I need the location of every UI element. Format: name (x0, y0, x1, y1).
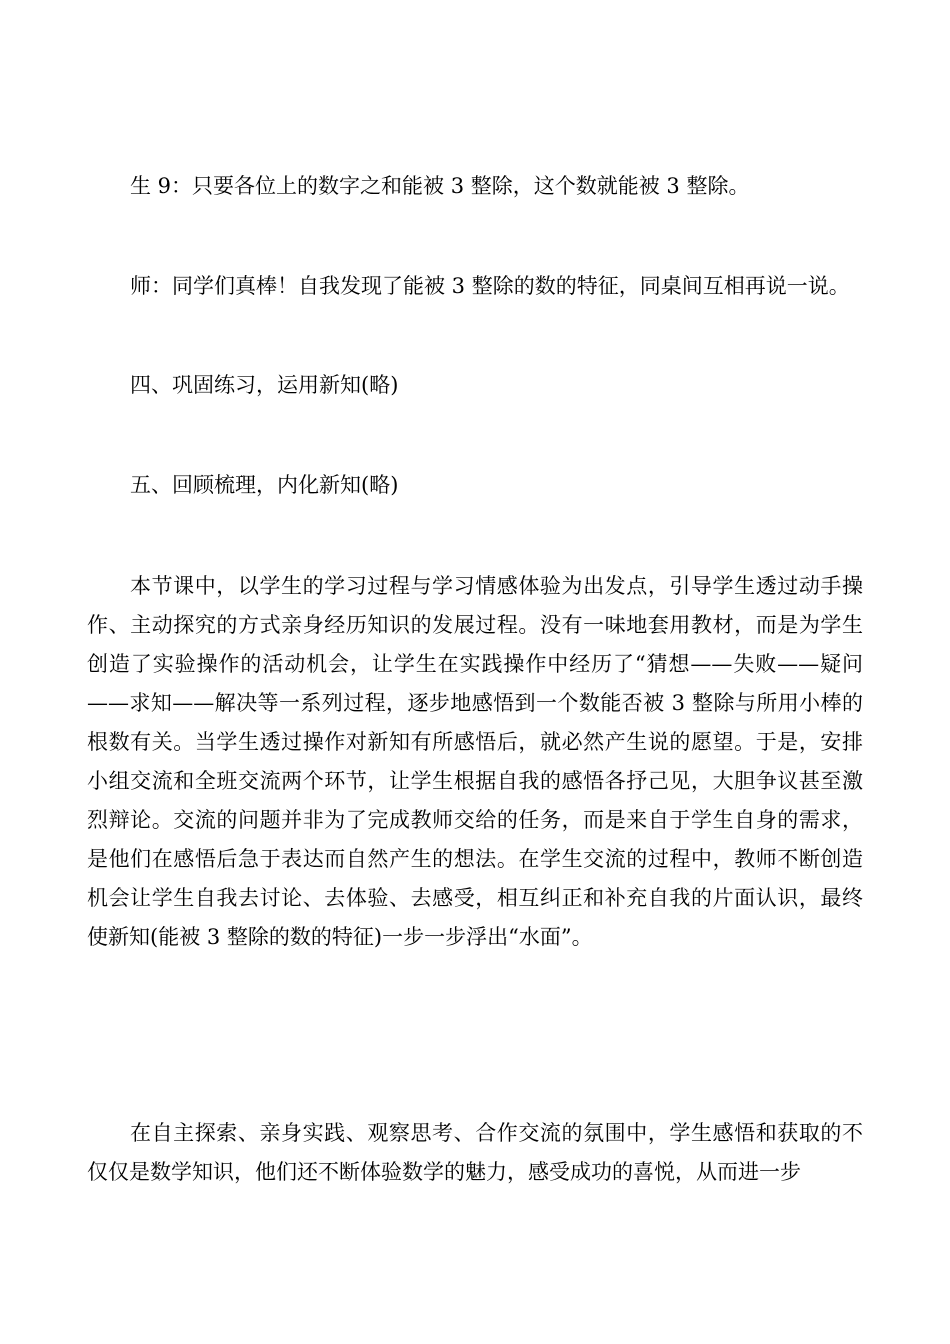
paragraph-conclusion: 在自主探索、亲身实践、观察思考、合作交流的氛围中，学生感悟和获取的不仅仅是数学知识，他们还不断体验数学的魅力，感受成功的喜悦，从而进一步 (87, 1121, 863, 1184)
paragraph-student-answer: 生 9：只要各位上的数字之和能被 3 整除，这个数就能被 3 整除。 (130, 174, 750, 198)
paragraph-lesson-reflection: 本节课中，以学生的学习过程与学习情感体验为出发点，引导学生透过动手操作、主动探究的方式亲身经历知识的发展过程。没有一味地套用教材，而是为学生创造了实验操作的活动机会，让学生在实践操作中经历了“猜想——失败——疑问——求知——解决等一系列过程，逐步地感悟到一个数能否被 3 整除与所用小棒的根数有关。当学生透过操作对新知有所感悟后，就必然产生说的愿望。于是，安排小组交流和全班交流两个环节，让学生根据自我的感悟各抒己见，大胆争议甚至激烈辩论。交流的问题并非为了完成教师交给的任务，而是来自于学生自身的需求，是他们在感悟后急于表达而自然产生的想法。在学生交流的过程中，教师不断创造机会让学生自我去讨论、去体验、去感受，相互纠正和补充自我的片面认识，最终使新知(能被 3 整除的数的特征)一步一步浮出“水面”。 (87, 574, 863, 949)
paragraph-teacher-remark: 师：同学们真棒！自我发现了能被 3 整除的数的特征，同桌间互相再说一说。 (130, 274, 850, 298)
section-heading-review: 五、回顾梳理，内化新知(略) (130, 473, 399, 497)
section-heading-practice: 四、巩固练习，运用新知(略) (130, 373, 399, 397)
